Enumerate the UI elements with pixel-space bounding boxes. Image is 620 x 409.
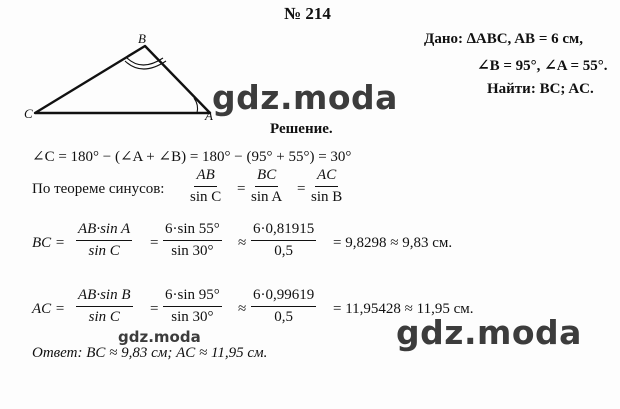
sine-law-label: По теореме синусов: — [32, 181, 165, 197]
ac-fraction-formula — [76, 288, 133, 325]
fraction-numerator: 6·0,99619 — [251, 288, 316, 307]
given-line-2: ∠B = 95°, ∠A = 55°. — [477, 58, 608, 74]
sine-law-fraction-2 — [249, 168, 284, 205]
ac-result: = 11,95428 ≈ 11,95 см. — [333, 301, 474, 317]
fraction-numerator: 6·sin 95° — [163, 288, 222, 307]
triangle-abc — [35, 46, 210, 113]
ac-fraction-substituted — [163, 288, 222, 325]
bc-fraction-numeric — [251, 222, 316, 259]
bc-fraction-substituted — [163, 222, 222, 259]
fraction-denominator: 0,5 — [274, 309, 293, 325]
watermark-large-top: gdz.moda — [212, 78, 398, 117]
fraction-numerator: 6·sin 55° — [163, 222, 222, 241]
problem-number: № 214 — [284, 4, 331, 23]
watermark-small: gdz.moda — [118, 328, 201, 346]
equals-sign: = — [150, 235, 159, 251]
approx-sign: ≈ — [238, 235, 247, 251]
answer-line: Ответ: BC ≈ 9,83 см; AC ≈ 11,95 см. — [32, 345, 268, 361]
fraction-numerator: AB·sin B — [76, 288, 133, 307]
vertex-label-b: B — [138, 31, 146, 46]
fraction-denominator: sin 30° — [171, 309, 214, 325]
fraction-numerator: AB — [194, 168, 216, 187]
bc-lhs: BC = — [32, 235, 66, 251]
fraction-denominator: sin C — [88, 309, 120, 325]
fraction-numerator: AC — [315, 168, 338, 187]
given-line-1: Дано: ∆ABC, AB = 6 см, — [424, 31, 583, 47]
triangle-figure — [20, 28, 230, 128]
bc-fraction-formula — [76, 222, 132, 259]
equals-sign: = — [237, 181, 246, 197]
find-line: Найти: BC; AC. — [487, 81, 594, 97]
approx-sign: ≈ — [238, 301, 247, 317]
equals-sign: = — [150, 301, 159, 317]
solution-heading: Решение. — [270, 121, 333, 137]
ac-lhs: AC = — [32, 301, 66, 317]
watermark-large-bottom: gdz.moda — [396, 313, 582, 352]
vertex-label-c: C — [24, 106, 33, 121]
equals-sign: = — [297, 181, 306, 197]
fraction-denominator: sin C — [88, 243, 120, 259]
bc-result: = 9,8298 ≈ 9,83 см. — [333, 235, 453, 251]
fraction-denominator: sin C — [190, 189, 222, 205]
fraction-numerator: 6·0,81915 — [251, 222, 316, 241]
ac-fraction-numeric — [251, 288, 316, 325]
fraction-numerator: AB·sin A — [76, 222, 132, 241]
angle-c-computation: ∠C = 180° − (∠A + ∠B) = 180° − (95° + 55°) = 30° — [32, 149, 352, 165]
fraction-denominator: sin A — [251, 189, 283, 205]
fraction-numerator: BC — [255, 168, 278, 187]
sine-law-fraction-1 — [188, 168, 223, 205]
vertex-label-a: A — [205, 108, 213, 123]
fraction-denominator: sin 30° — [171, 243, 214, 259]
fraction-denominator: sin B — [311, 189, 343, 205]
sine-law-fraction-3 — [309, 168, 344, 205]
fraction-denominator: 0,5 — [274, 243, 293, 259]
